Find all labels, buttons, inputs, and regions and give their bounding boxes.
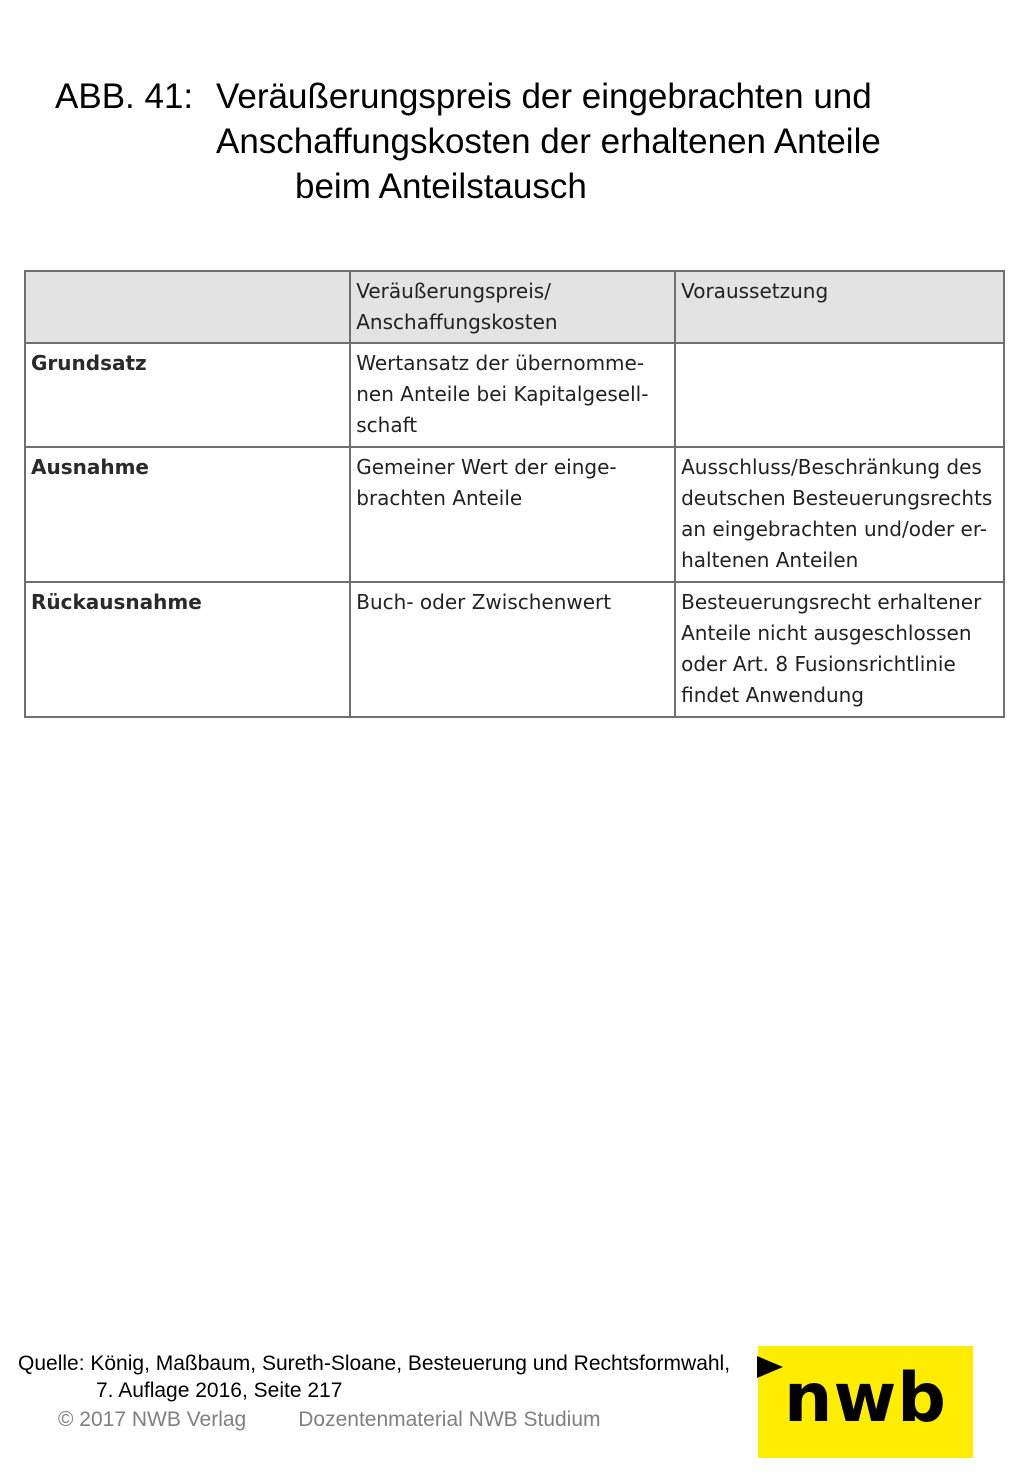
header-cell-condition: Voraussetzung (675, 271, 1004, 343)
table-cell: Buch- oder Zwischenwert (350, 582, 675, 717)
footer-material: Dozentenmaterial NWB Studium (298, 1408, 601, 1431)
footer (58, 1406, 601, 1433)
comparison-table (24, 270, 1005, 718)
table-row (25, 343, 1004, 447)
row-label-rueckausnahme: Rückausnahme (25, 582, 350, 717)
table-cell (675, 343, 1004, 447)
source-line-2: 7. Auflage 2016, Seite 217 (96, 1379, 343, 1402)
footer-copyright: © 2017 NWB Verlag (58, 1408, 247, 1431)
row-label-grundsatz: Grundsatz (25, 343, 350, 447)
figure-title-line-2: Anschaffungskosten der erhaltenen Anteile (216, 122, 881, 161)
table-row (25, 447, 1004, 582)
table-cell: Gemeiner Wert der einge- brachten Anteile (350, 447, 675, 582)
table-cell: Wertansatz der übernomme- nen Anteile bei Kapitalgesell- schaft (350, 343, 675, 447)
table-cell: Ausschluss/Beschränkung des deutschen Besteuerungsrechts an eingebrachten und/oder er- haltenen Anteilen (675, 447, 1004, 582)
nwb-logo (758, 1346, 973, 1458)
header-cell-price: Veräußerungspreis/ Anschaffungskosten (350, 271, 675, 343)
table-row (25, 582, 1004, 717)
figure-label: ABB. 41: (55, 77, 194, 116)
source-citation (18, 1350, 730, 1404)
figure-title-line-3: beim Anteilstausch (295, 167, 587, 206)
figure-title-line-1: Veräußerungspreis der eingebrachten und (216, 77, 872, 116)
table-header-row (25, 271, 1004, 343)
play-arrow-icon[interactable] (757, 1356, 783, 1378)
table-cell: Besteuerungsrecht erhaltener Anteile nicht ausgeschlossen oder Art. 8 Fusionsrichtlinie findet Anwendung (675, 582, 1004, 717)
row-label-ausnahme: Ausnahme (25, 447, 350, 582)
source-line-1: Quelle: König, Maßbaum, Sureth-Sloane, Besteuerung und Rechtsformwahl, (18, 1352, 731, 1375)
header-cell-empty (25, 271, 350, 343)
logo-text: nwb (784, 1359, 947, 1438)
